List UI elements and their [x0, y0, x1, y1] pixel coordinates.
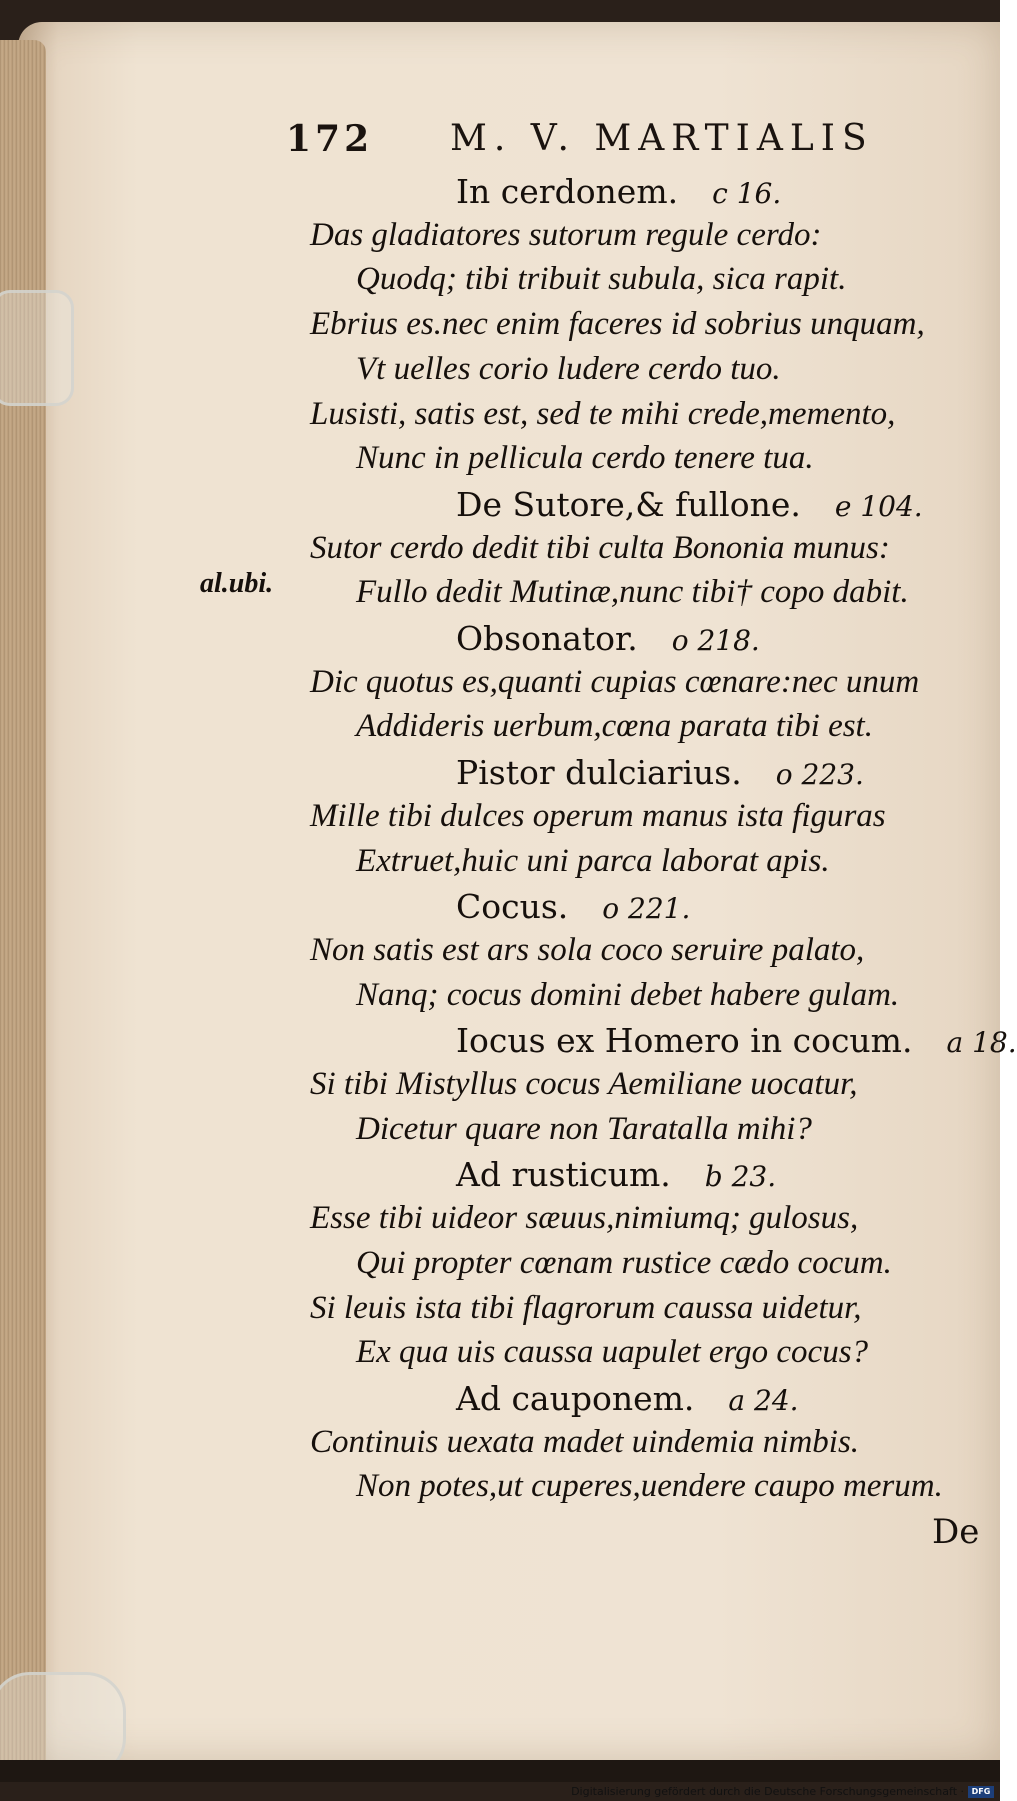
- heading-title: Ad cauponem.: [456, 1378, 695, 1418]
- epigram-heading: [456, 887, 690, 926]
- verse-line: Lusisti, satis est, sed te mihi crede,memento,: [310, 395, 896, 432]
- bottom-edge: [0, 1760, 1000, 1782]
- heading-title: De Sutore,& fullone.: [456, 484, 801, 524]
- heading-reference: c 16.: [712, 177, 782, 210]
- digitization-footer: [571, 1782, 994, 1801]
- epigram-heading: [456, 485, 923, 524]
- epigram-heading: [456, 1379, 799, 1418]
- epigram-heading: [456, 172, 781, 211]
- verse-line: Das gladiatores sutorum regule cerdo:: [310, 216, 822, 253]
- verse-line: Non satis est ars sola coco seruire palato,: [310, 931, 865, 968]
- heading-reference: o 223.: [775, 758, 864, 792]
- verse-line: Vt uelles corio ludere cerdo tuo.: [356, 350, 781, 387]
- verse-line: Dicetur quare non Taratalla mihi?: [356, 1110, 812, 1147]
- verse-line: Non potes,ut cuperes,uendere caupo merum.: [356, 1468, 943, 1505]
- heading-reference: a 18.: [946, 1026, 1017, 1060]
- running-head: M. V. MARTIALIS: [450, 118, 874, 159]
- verse-line: Si tibi Mistyllus cocus Aemiliane uocatur,: [310, 1066, 858, 1102]
- epigram-heading: [456, 753, 864, 792]
- verse-line: Extruet,huic uni parca laborat apis.: [356, 842, 830, 879]
- epigram-heading: [456, 1021, 1017, 1060]
- verse-line: Qui propter cœnam rustice cædo cocum.: [356, 1244, 892, 1281]
- verse-line: Mille tibi dulces operum manus ista figuras: [310, 797, 886, 834]
- heading-title: Ad rusticum.: [456, 1155, 671, 1195]
- verse-line: Continuis uexata madet uindemia nimbis.: [310, 1423, 860, 1460]
- margin-note: al.ubi.: [200, 568, 274, 599]
- heading-title: Obsonator.: [456, 619, 638, 658]
- verse-line: Fullo dedit Mutinæ,nunc tibi† copo dabit.: [356, 574, 909, 611]
- verse-line: Nunc in pellicula cerdo tenere tua.: [356, 440, 814, 477]
- verse-line: Esse tibi uideor sæuus,nimiumq; gulosus,: [310, 1200, 859, 1237]
- verse-line: Sutor cerdo dedit tibi culta Bononia munus:: [310, 529, 890, 566]
- epigram-heading: [456, 619, 760, 658]
- verse-line: Ex qua uis caussa uapulet ergo cocus?: [356, 1334, 869, 1371]
- verse-line: Si leuis ista tibi flagrorum caussa uidetur,: [310, 1289, 862, 1326]
- heading-reference: b 23.: [704, 1160, 777, 1194]
- heading-title: Iocus ex Homero in cocum.: [456, 1021, 913, 1061]
- dfg-logo: DFG: [968, 1786, 994, 1798]
- heading-title: Pistor dulciarius.: [456, 753, 742, 793]
- catchword: De: [932, 1512, 980, 1552]
- heading-reference: a 24.: [728, 1383, 799, 1417]
- epigram-heading: [456, 1155, 776, 1194]
- page-number: 172: [286, 118, 374, 160]
- verse-line: Addideris uerbum,cœna parata tibi est.: [356, 708, 873, 745]
- verse-line: Ebrius es.nec enim faceres id sobrius unquam,: [310, 306, 925, 343]
- footer-text: Digitalisierung gefördert durch die Deutsche Forschungsgemeinschaft ·: [571, 1785, 964, 1798]
- heading-reference: o 221.: [602, 892, 691, 926]
- verse-line: Nanq; cocus domini debet habere gulam.: [356, 976, 900, 1013]
- heading-title: Cocus.: [456, 887, 569, 927]
- verse-line: Quodq; tibi tribuit subula, sica rapit.: [356, 261, 847, 298]
- heading-reference: e 104.: [834, 489, 923, 523]
- page-clip: [0, 290, 74, 406]
- verse-line: Dic quotus es,quanti cupias cœnare:nec unum: [310, 663, 920, 700]
- heading-title: In cerdonem.: [456, 172, 679, 211]
- heading-reference: o 218.: [671, 624, 760, 657]
- page-header: [286, 118, 906, 168]
